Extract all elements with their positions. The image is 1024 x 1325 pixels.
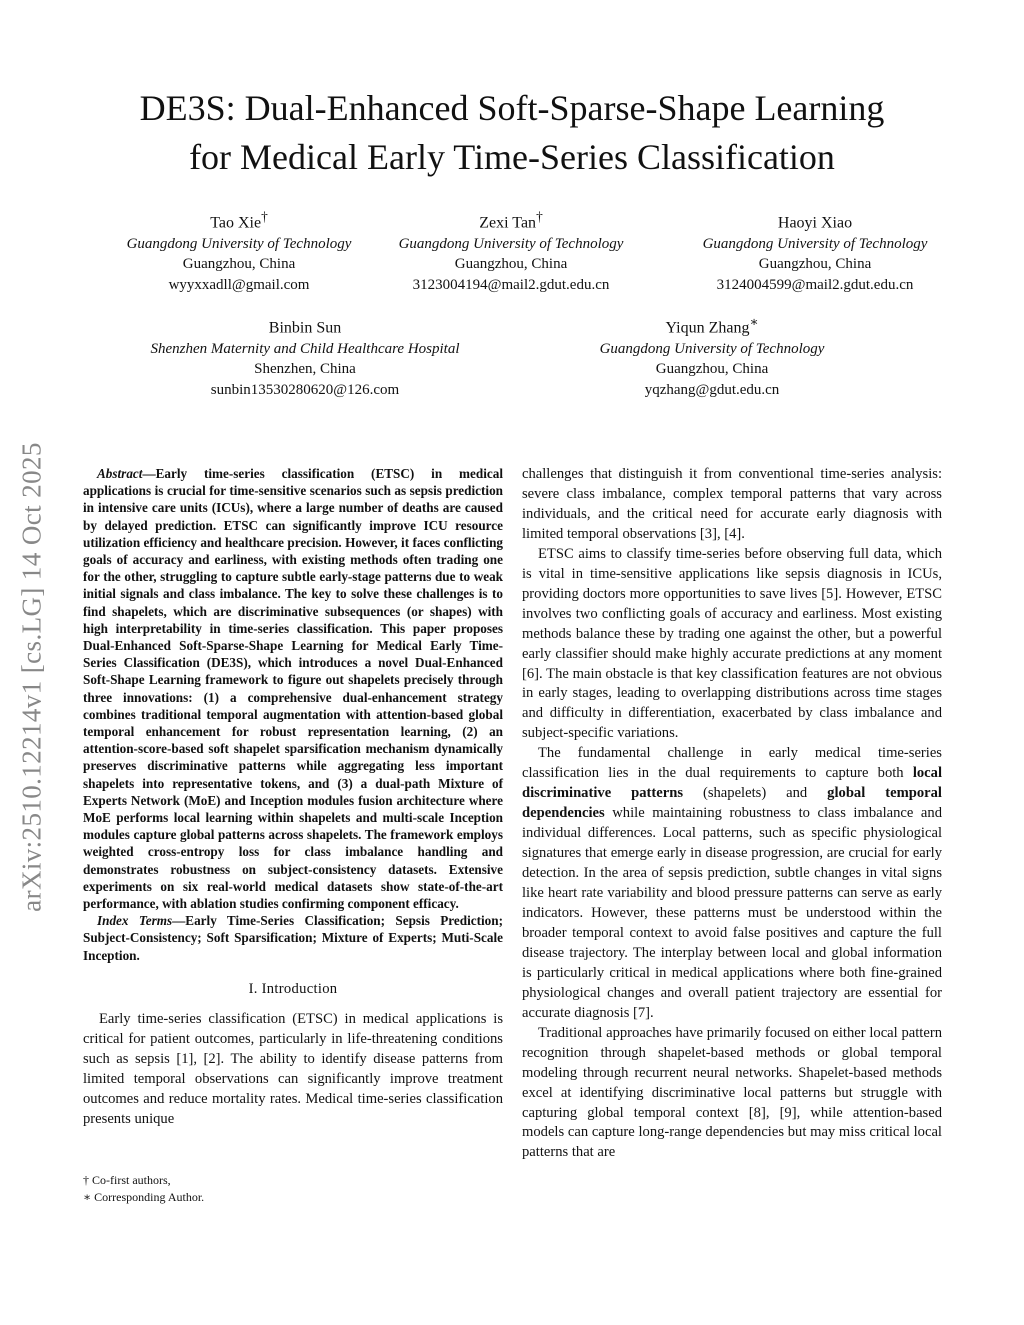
footnote-corresponding: ∗ Corresponding Author.	[83, 1190, 205, 1204]
right-paragraph-2: ETSC aims to classify time-series before observing full data, which is vital in time-sensitive applications like sepsis diagnosis in ICUs, providing doctors more opportunities to save lives [5]. However, ETSC involves two conflicting goals of accuracy and earliness. Most existing methods balance these by trading one against the other, but a powerful early classifier should make highly accurate predictions at any moment [6]. The main obstacle is that key classification features are not obvious in early stages, leading to overlapping distributions across time stages and difficulty in differentiation, exacerbated by class imbalance and subject-specific variations.	[522, 545, 942, 742]
author-mark: †	[536, 209, 543, 224]
author-block-3	[672, 207, 958, 295]
author-location: Shenzhen, China	[254, 361, 356, 378]
title-line-1: DE3S: Dual-Enhanced Soft-Sparse-Shape Learning	[139, 88, 885, 128]
author-block-2	[368, 207, 654, 295]
p3-bold-global: global temporal dependencies	[522, 785, 942, 822]
right-paragraph-3	[522, 744, 942, 1023]
paper-title	[60, 84, 964, 182]
left-column	[83, 465, 503, 1130]
abstract-label: Abstract	[97, 466, 143, 481]
index-terms-text: —Early Time-Series Classification; Sepsis Prediction; Subject-Consistency; Soft Sparsification; Mixture of Experts; Muti-Scale Inception.	[83, 913, 503, 963]
author-location: Guangzhou, China	[758, 256, 872, 273]
author-affiliation: Guangdong University of Technology	[398, 235, 624, 252]
index-terms	[83, 912, 503, 964]
author-email: wyyxxadll@gmail.com	[168, 276, 310, 293]
footnote-co-first: † Co-first authors,	[83, 1173, 171, 1187]
author-affiliation: Guangdong University of Technology	[599, 340, 825, 357]
author-block-1	[66, 207, 412, 295]
author-name: Zexi Tan	[479, 214, 537, 232]
p3-bold-local: local discriminative patterns	[522, 765, 942, 802]
author-name: Yiqun Zhang	[665, 319, 750, 337]
right-paragraph-4: Traditional approaches have primarily focused on either local pattern recognition through shapelet-based methods or global temporal modeling through recurrent neural networks. Shapelet-based methods excel at identifying discriminative local patterns but struggle with capturing global temporal context [8], [9], while attention-based models can capture long-range dependencies but may miss critical local patterns that are	[522, 1024, 942, 1161]
author-name: Binbin Sun	[268, 319, 342, 337]
title-line-2: for Medical Early Time-Series Classification	[189, 137, 835, 177]
p3-text-c: (shapelets) and	[683, 785, 828, 802]
author-affiliation: Guangdong University of Technology	[126, 235, 352, 252]
author-location: Guangzhou, China	[454, 256, 568, 273]
p3-text-a: The fundamental challenge in early medical time-series classification lies in the dual requirements to capture both	[522, 745, 942, 782]
abstract	[83, 465, 503, 912]
section-heading: I. Introduction	[248, 980, 338, 997]
arxiv-stamp-text: arXiv:2510.12214v1 [cs.LG] 14 Oct 2025	[16, 442, 47, 912]
right-column	[522, 465, 942, 1163]
author-name: Tao Xie	[210, 214, 262, 232]
author-block-4	[110, 312, 500, 400]
index-terms-label: Index Terms	[97, 913, 173, 929]
right-paragraph-1: challenges that distinguish it from conventional time-series analysis: severe class imbalance, complex temporal patterns that vary across individuals, and the critical need for accurate early diagnosis with limited temporal observations [3], [4].	[522, 466, 942, 542]
author-email: 3124004599@mail2.gdut.edu.cn	[716, 276, 914, 293]
arxiv-stamp	[10, 375, 54, 980]
author-email: yqzhang@gdut.edu.cn	[644, 381, 780, 398]
author-mark: ∗	[749, 314, 759, 329]
author-affiliation: Guangdong University of Technology	[702, 235, 928, 252]
author-block-5	[560, 312, 864, 400]
author-email: 3123004194@mail2.gdut.edu.cn	[412, 276, 610, 293]
intro-paragraph-1: Early time-series classification (ETSC) in medical applications is critical for patient outcomes, particularly in life-threatening conditions such as sepsis [1], [2]. The ability to identify disease patterns from limited temporal observations can significantly improve treatment outcomes and reduce mortality rates. Medical time-series classification presents unique	[83, 1010, 503, 1127]
p3-text-d: while maintaining robustness to class imbalance and individual differences. Local patterns, such as specific physiological signatures that emerge early in disease progression, are crucial for early detection. In the area of sepsis prediction, subtle changes in vital signs like heart rate variability and blood pressure patterns can serve as early indicators. However, these patterns must be understood within the broader temporal context to avoid false positives and capture the full disease trajectory. The interplay between local and global information is particularly critical in medical applications where both fine-grained physiological changes and overall patient trajectory are essential for accurate diagnosis [7].	[522, 805, 942, 1021]
author-name: Haoyi Xiao	[777, 214, 853, 232]
author-location: Guangzhou, China	[655, 361, 769, 378]
author-affiliation: Shenzhen Maternity and Child Healthcare Hospital	[150, 340, 460, 357]
footnotes	[83, 1172, 503, 1206]
abstract-text: —Early time-series classification (ETSC) in medical applications is crucial for time-sensitive scenarios such as sepsis prediction in intensive care units (ICUs), where a large number of deaths are caused by delayed prediction. ETSC can significantly improve ICU resource utilization efficiency and healthcare precision. However, it faces conflicting goals of accuracy and earliness, with existing methods often trading one for the other, struggling to capture subtle early-stage patterns due to weak initial signals and class imbalance. The key to solve these challenges is to find shapelets, which are discriminative subsequences (or shapes) with high interpretability in time-series classification. This paper proposes Dual-Enhanced Soft-Sparse-Shape Learning for Medical Early Time-Series Classification (DE3S), which introduces a novel Dual-Enhanced Soft-Shape Learning framework to figure out shapelets precisely through three innovations: (1) a comprehensive dual-enhancement strategy combines traditional temporal augmentation with attention-based global temporal enhancement for robust representation learning, (2) an attention-score-based soft shapelet sparsification mechanism dynamically preserves discriminative patterns while aggregating less important shapelets into representative tokens, and (3) a dual-path Mixture of Experts Network (MoE) and Inception modules fusion architecture where MoE performs local learning within shapelets and multi-scale Inception modules capture global patterns across shapelets. The framework employs weighted cross-entropy loss for class imbalance handling and demonstrates robustness on subject-consistency datasets. Extensive experiments on six real-world medical datasets show state-of-the-art performance, with ablation studies confirming component efficacy.	[83, 466, 503, 912]
author-location: Guangzhou, China	[182, 256, 296, 273]
author-mark: †	[261, 209, 268, 224]
author-email: sunbin13530280620@126.com	[210, 381, 400, 398]
